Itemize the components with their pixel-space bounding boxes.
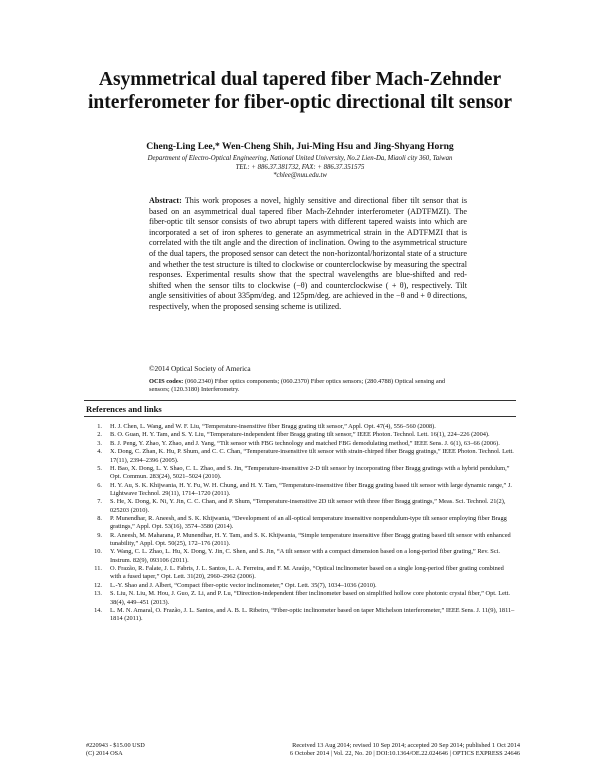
abstract-text: This work proposes a novel, highly sensitive and directional fiber tilt sensor that is based on an asymmetrical dual tapered fiber Mach-Zehnder interferometer (ADTFMZI). The fiber-optic tilt sensor consists of two abrupt tapers with different tapered waists into which are incorporated a set of iron spheres to generate an asymmetrical strain in the ADTFMZI that is correlated with the tilt angle and the direction of inclination. Owing to the asymmetrical structure of the dual tapers, the proposed sensor can detect the non-horizontal/horizontal state of a structure and whether the test structure is tilted to clockwise or counterclockwise by measuring the spectral responses. Experimental results show that the spectral wavelengths are blue-shifted and red-shifted when the sensor tilts to clockwise (−θ) and counterclockwise ( + θ), respectively. Tilt angle sensitivities of about 335pm/deg. and 125pm/deg. are achieved in the −θ and + θ directions, respectively, when the proposed sensing scheme is utilized.	[149, 196, 467, 311]
reference-number: 4.	[97, 448, 102, 456]
reference-item	[86, 548, 516, 565]
copyright-line: ©2014 Optical Society of America	[149, 364, 251, 373]
reference-text: S. Liu, N. Liu, M. Hou, J. Guo, Z. Li, and P. Lu, “Direction-independent fiber inclinometer based on simplified hollow core photonic crystal fiber,” Opt. Lett. 38(4), 449–451 (2013).	[110, 590, 511, 606]
reference-item	[86, 431, 516, 439]
reference-item	[86, 565, 516, 582]
abstract-label: Abstract:	[149, 196, 182, 205]
reference-text: O. Frazão, R. Falate, J. L. Fabris, J. L. Santos, L. A. Ferreira, and F. M. Araújo, “Optical inclinometer based on a single long-period fiber grating combined with a fused taper,” Opt. Lett. 31(20), 2960–2962 (2006).	[110, 565, 504, 581]
reference-text: Y. Wang, C. L. Zhao, L. Hu, X. Dong, Y. Jin, C. Shen, and S. Jin, “A tilt sensor with a compact dimension based on a long-period fiber grating,” Rev. Sci. Instrum. 82(9), 093106 (2011).	[110, 548, 500, 564]
reference-number: 2.	[97, 431, 102, 439]
reference-text: B. J. Peng, Y. Zhao, Y. Zhao, and J. Yang, “Tilt sensor with FBG technology and matched FBG demodulating method,” IEEE Sens. J. 6(1), 63–66 (2006).	[110, 439, 500, 447]
reference-number: 10.	[94, 548, 102, 556]
reference-list	[86, 423, 516, 624]
reference-text: X. Dong, C. Zhan, K. Hu, P. Shum, and C. C. Chan, “Temperature-insensitive tilt sensor with strain-chirped fiber Bragg gratings,” IEEE Photon. Technol. Lett. 17(11), 2394–2396 (2005).	[110, 448, 514, 464]
reference-item	[86, 465, 516, 482]
footer-copyright: (C) 2014 OSA	[86, 750, 123, 758]
abstract	[149, 196, 467, 313]
ocis-text: (060.2340) Fiber optics components; (060.2370) Fiber optics sensors; (280.4788) Optical sensing and sensors; (120.3180) Interferometry.	[149, 378, 446, 394]
reference-item	[86, 498, 516, 515]
reference-number: 3.	[97, 439, 102, 447]
reference-number: 13.	[94, 590, 102, 598]
section-divider-bottom	[84, 416, 516, 417]
reference-text: L. M. N. Amaral, O. Frazão, J. L. Santos, and A. B. L. Ribeiro, “Fiber-optic inclinometer based on taper Michelson interferometer,” IEEE Sens. J. 11(9), 1811–1814 (2011).	[110, 606, 515, 623]
reference-text: B. O. Guan, H. Y. Tam, and S. Y. Liu, “Temperature-independent fiber Bragg grating tilt sensor,” IEEE Photon. Technol. Lett. 16(1), 224–226 (2004).	[110, 431, 490, 439]
reference-item	[86, 423, 516, 431]
contact-line: TEL: + 886.37.381732, FAX: + 886.37.351575	[235, 163, 365, 171]
footer-citation: 6 October 2014 | Vol. 22, No. 20 | DOI:10.1364/OE.22.024646 | OPTICS EXPRESS 24646	[289, 750, 520, 758]
reference-text: P. Munendhar, R. Aneesh, and S. K. Khijwania, “Development of an all-optical temperature insensitive nonpendulum-type tilt sensor employing fiber Bragg gratings,” Appl. Opt. 53(16), 3574–3580 (2014).	[110, 515, 507, 531]
reference-number: 11.	[94, 565, 102, 573]
reference-number: 6.	[97, 481, 102, 489]
reference-item	[86, 590, 516, 607]
email-line: *chlee@nuu.edu.tw	[273, 172, 327, 180]
reference-item	[86, 532, 516, 549]
paper-title: Asymmetrical dual tapered fiber Mach-Zehnder interferometer for fiber-optic directional tilt sensor	[88, 69, 512, 113]
reference-item	[86, 482, 516, 499]
reference-text: H. Bao, X. Dong, L. Y. Shao, C. L. Zhao, and S. Jin, “Temperature-insensitive 2-D tilt sensor by incorporating fiber Bragg gratings with a hybrid pendulum,” Opt. Commun. 283(24), 5021–5024 (2010).	[110, 465, 510, 481]
section-divider-top	[84, 400, 516, 401]
affiliation-line: Department of Electro-Optical Engineering, National United University, No.2 Lien-Da, Miaoli city 360, Taiwan	[147, 155, 453, 162]
reference-item	[86, 582, 516, 590]
reference-number: 5.	[97, 465, 102, 472]
reference-text: H. Y. Au, S. K. Khijwania, H. Y. Fu, W. H. Chung, and H. Y. Tam, “Temperature-insensitive fiber Bragg grating based tilt sensor with large dynamic range,” J. Lightwave Technol. 29(11), 1714–1720 (2011).	[110, 481, 512, 497]
reference-number: 12.	[94, 581, 102, 589]
reference-item	[86, 440, 516, 448]
ocis-label: OCIS codes:	[149, 378, 184, 385]
reference-item	[86, 448, 516, 465]
footer-row	[86, 742, 520, 750]
reference-number: 9.	[97, 531, 102, 539]
reference-text: S. He, X. Dong, K. Ni, Y. Jin, C. C. Chan, and P. Shum, “Temperature-insensitive 2D tilt sensor with three fiber Bragg gratings,” Meas. Sci. Technol. 21(2), 025203 (2010).	[110, 498, 506, 514]
footer-dates: Received 13 Aug 2014; revised 10 Sep 2014; accepted 20 Sep 2014; published 1 Oct 2014	[292, 742, 520, 749]
references-heading: References and links	[86, 404, 162, 414]
affiliation	[70, 155, 530, 181]
reference-item	[86, 607, 516, 624]
footer-row	[86, 750, 520, 758]
reference-item	[86, 515, 516, 532]
reference-text: H. J. Chen, L. Wang, and W. F. Liu, “Temperature-insensitive fiber Bragg grating tilt sensor,” Appl. Opt. 47(4), 556–560 (2008).	[110, 423, 436, 430]
author-list: Cheng-Ling Lee,* Wen-Cheng Shih, Jui-Ming Hsu and Jing-Shyang Horng	[146, 141, 454, 152]
reference-number: 14.	[94, 606, 102, 614]
reference-number: 8.	[97, 515, 102, 523]
reference-text: R. Aneesh, M. Maharana, P. Munendhar, H. Y. Tam, and S. K. Khijwania, “Simple temperature insensitive fiber Bragg grating based tilt sensor with enhanced tunability,” Appl. Opt. 50(25), 172–176 (2011).	[110, 531, 511, 547]
ocis-codes	[149, 378, 467, 395]
reference-number: 1.	[97, 423, 102, 430]
page-footer	[86, 742, 520, 759]
footer-price: #220943 - $15.00 USD	[86, 742, 145, 749]
reference-text: L.-Y. Shao and J. Albert, “Compact fiber-optic vector inclinometer,” Opt. Lett. 35(7), 1034–1036 (2010).	[110, 581, 377, 589]
reference-number: 7.	[97, 498, 102, 506]
